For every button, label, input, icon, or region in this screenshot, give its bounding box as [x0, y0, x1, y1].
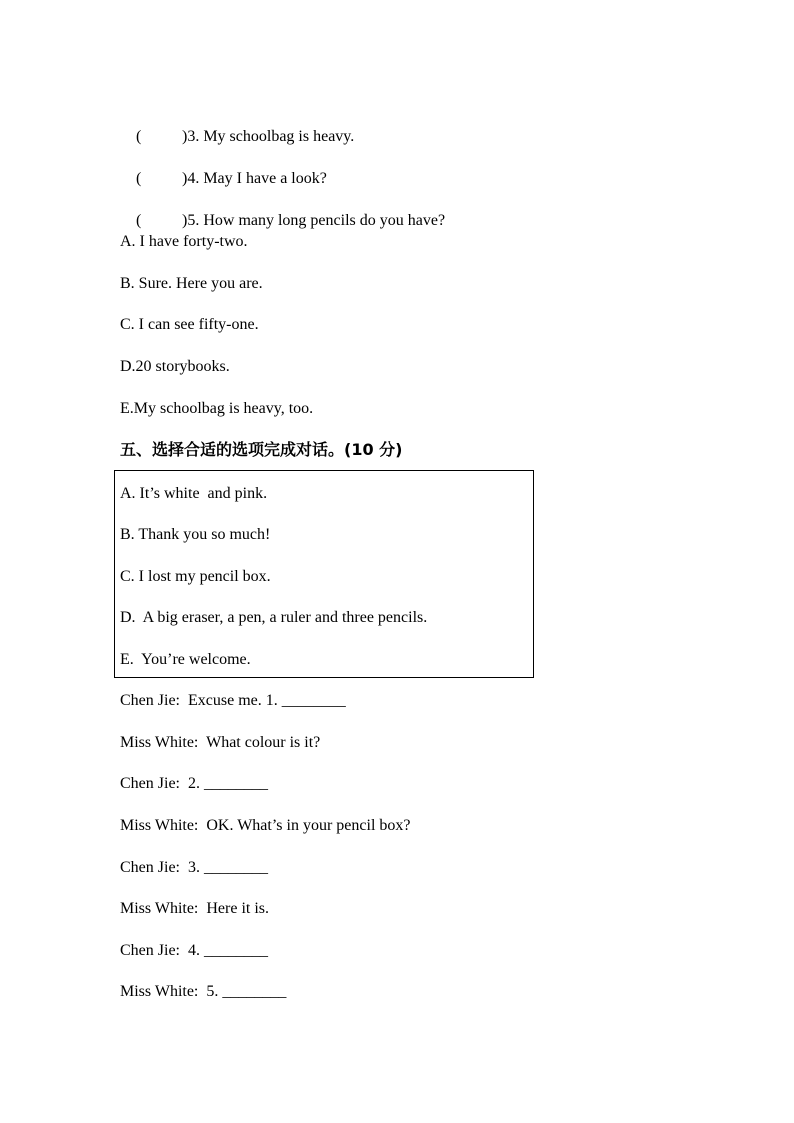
dialogue-line-1: Chen Jie: Excuse me. 1. ________: [120, 692, 346, 709]
dialogue-line-4: Miss White: OK. What’s in your pencil box?: [120, 817, 411, 834]
box-option-a: A. It’s white and pink.: [120, 485, 268, 502]
answer-paren-open: (: [136, 128, 142, 145]
dialogue-line-7: Chen Jie: 4. ________: [120, 942, 268, 959]
answer-option-c: C. I can see fifty-one.: [120, 316, 259, 333]
answer-option-d: D.20 storybooks.: [120, 358, 230, 375]
box-option-d: D. A big eraser, a pen, a ruler and three pencils.: [120, 609, 428, 626]
answer-paren-close: ): [182, 212, 188, 229]
question-text: 5. How many long pencils do you have?: [187, 212, 446, 229]
answer-option-a: A. I have forty-two.: [120, 233, 248, 250]
answer-paren-open: (: [136, 170, 142, 187]
question-text: 3. My schoolbag is heavy.: [187, 128, 355, 145]
answer-paren-close: ): [182, 128, 188, 145]
section-heading: 五、选择合适的选项完成对话。(10 分): [120, 440, 403, 459]
box-option-e: E. You’re welcome.: [120, 651, 251, 668]
box-option-c: C. I lost my pencil box.: [120, 568, 271, 585]
dialogue-line-3: Chen Jie: 2. ________: [120, 775, 268, 792]
answer-option-e: E.My schoolbag is heavy, too.: [120, 400, 314, 417]
answer-option-b: B. Sure. Here you are.: [120, 275, 263, 292]
box-option-b: B. Thank you so much!: [120, 526, 271, 543]
answer-paren-open: (: [136, 212, 142, 229]
options-box: [114, 470, 534, 678]
dialogue-line-2: Miss White: What colour is it?: [120, 734, 321, 751]
dialogue-line-5: Chen Jie: 3. ________: [120, 859, 268, 876]
answer-paren-close: ): [182, 170, 188, 187]
dialogue-line-6: Miss White: Here it is.: [120, 900, 270, 917]
dialogue-line-8: Miss White: 5. ________: [120, 983, 287, 1000]
question-text: 4. May I have a look?: [187, 170, 327, 187]
